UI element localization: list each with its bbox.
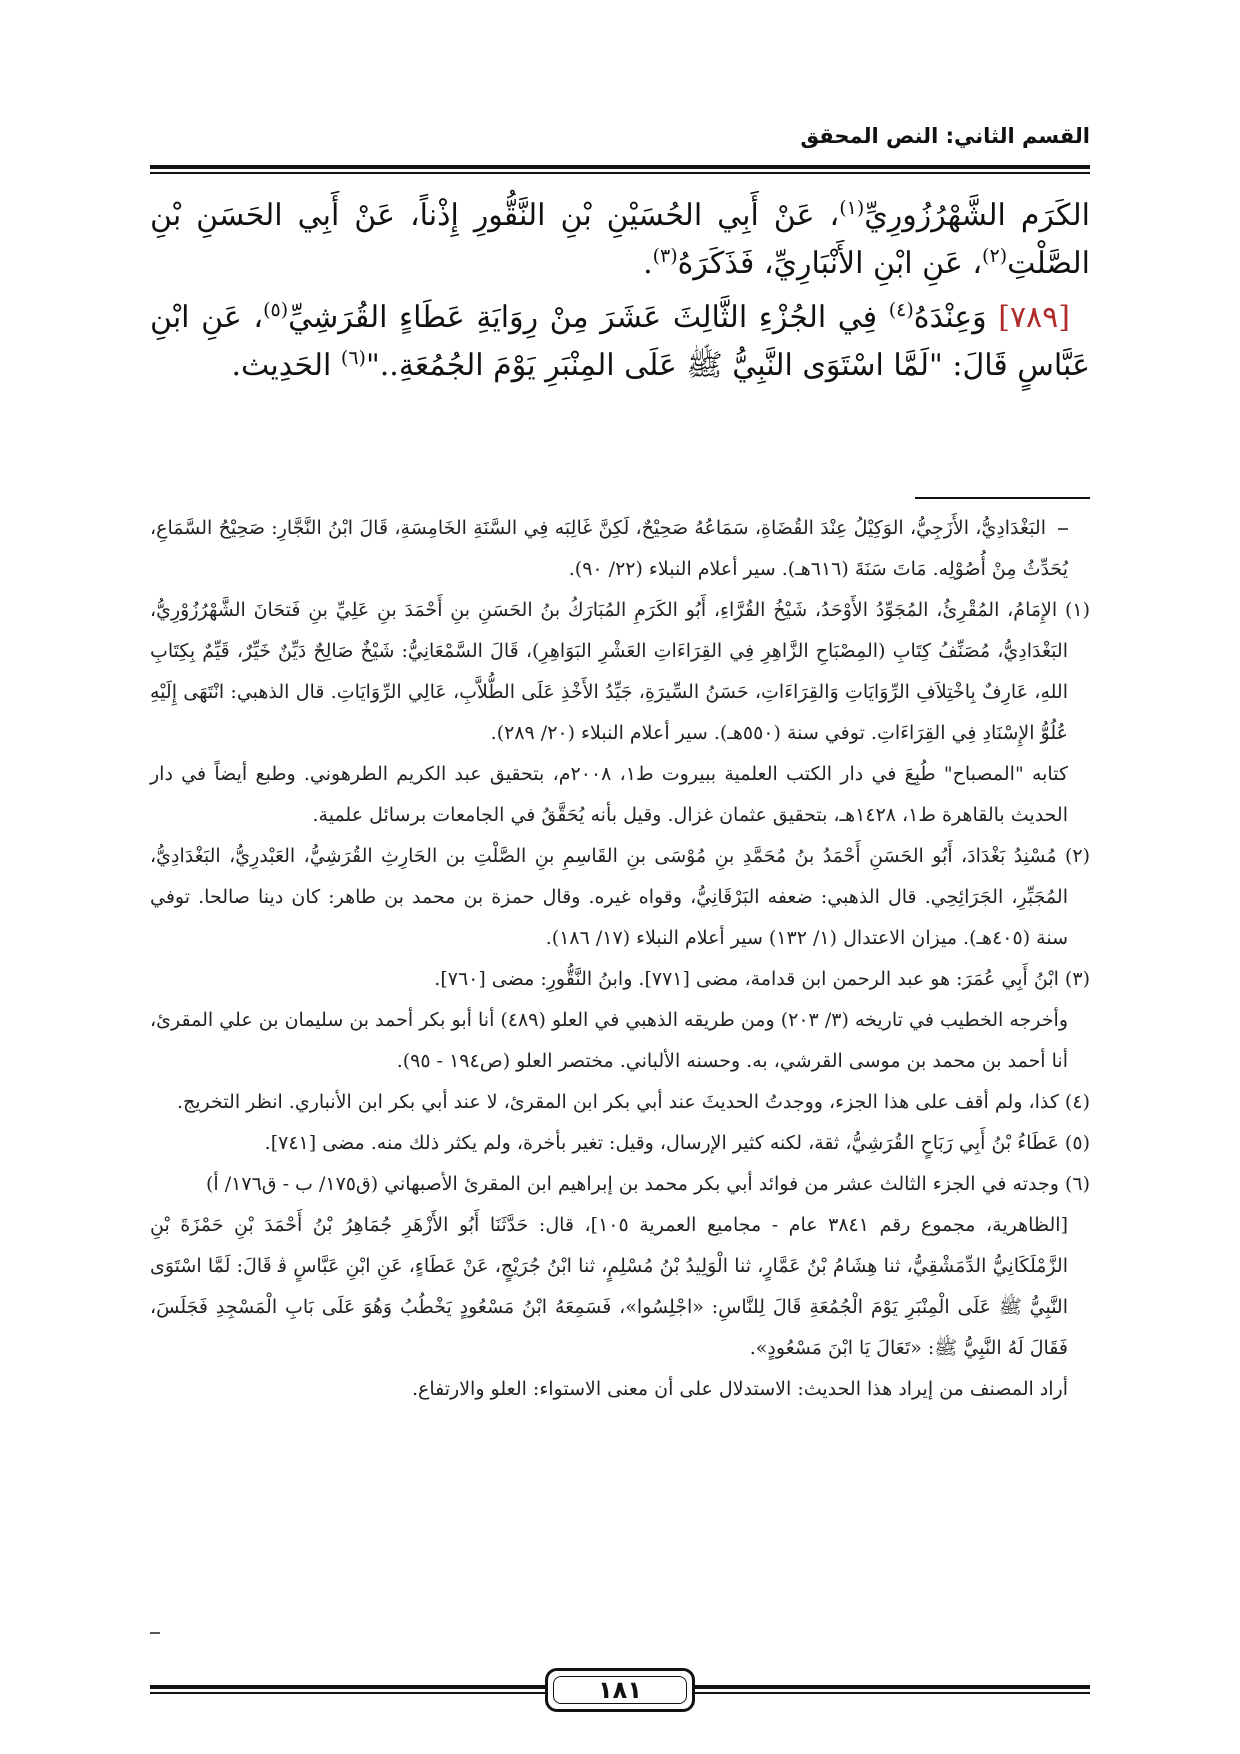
footnote-6-note: [الظاهرية، مجموع رقم ٣٨٤١ عام - مجاميع العمرية ١٠٥]، قال: حَدَّثَنَا أَبُو الأَزْهَرِ جُمَاهِرُ بْنُ أَحْمَدَ بْنِ حَمْزَةَ بْنِ الزَّمْلَكَانِيُّ الدِّمَشْقِيُّ، ثنا هِشَامُ بْنُ عَمَّارٍ، ثنا الْوَلِيدُ بْنُ مُسْلِمٍ، ثنا ابْنُ جُرَيْجٍ، عَنْ عَطَاءٍ، عَنِ ابْنِ عَبَّاسٍ ﭬ قَالَ: لَمَّا اسْتَوَى النَّبِيُّ ﷺ عَلَى الْمِنْبَرِ يَوْمَ الْجُمُعَةِ قَالَ لِلنَّاسِ: «اجْلِسُوا»، فَسَمِعَهُ ابْنُ مَسْعُودٍ يَخْطُبُ وَهُوَ عَلَى بَابِ الْمَسْجِدِ فَجَلَسَ، فَقَالَ لَهُ النَّبِيُّ ﷺ: «تَعَالَ يَا ابْنَ مَسْعُودٍ». <box>150 1214 1068 1359</box>
footnote-1-note: كتابه "المصباح" طُبِعَ في دار الكتب العلمية ببيروت ط١، ٢٠٠٨م، بتحقيق عبد الكريم الطرهوني. وطبع أيضاً في دار الحديث بالقاهرة ط١، ١٤٢٨هـ، بتحقيق عثمان غزال. وقيل بأنه يُحَقَّقُ في الجامعات برسائل علمية. <box>150 763 1068 826</box>
footnote-ref-3[interactable]: (٣) <box>652 245 678 267</box>
footnote-text: البَغْدَادِيُّ، الأَزَجِيُّ، الوَكِيْلُ عِنْدَ القُضَاةِ، سَمَاعُهُ صَحِيْحٌ، لَكِنَّ غَالِبَه فِي السَّنَةِ الخَامِسَةِ، قَالَ ابْنُ النَّجَّارِ: صَحِيْحُ السَّمَاعِ، يُحَدِّثُ مِنْ أُصُوْلِه. مَاتَ سَنَةَ (٦١٦هـ). سير أعلام النبلاء (٢٢/ ٩٠). <box>150 517 1068 580</box>
footnotes <box>150 508 1090 1410</box>
footnote-ref-5[interactable]: (٥) <box>263 299 289 321</box>
main-text-segment: الحَدِيث. <box>231 348 341 383</box>
footnote-3: (٣) ابْنُ أَبِي عُمَرَ: هو عبد الرحمن ابن قدامة، مضى [٧٧١]. وابنُ النَّقُّورِ: مضى [٧٦٠]. <box>434 968 1090 990</box>
main-text-segment: فِي الجُزْءِ الثَّالِثَ عَشَرَ مِنْ رِوَايَةِ عَطَاءٍ القُرَشِيِّ <box>288 300 889 335</box>
header-rule-thick <box>150 165 1090 169</box>
main-text-segment: ، عَنِ ابْنِ الأَنْبَارِيِّ، فَذَكَرَهُ <box>677 246 983 281</box>
main-text-segment: الكَرَم الشَّهْرُزُورِيِّ <box>864 198 1090 233</box>
main-text-segment: ، عَنْ أَبِي الحُسَيْنِ بْنِ النَّقُّورِ إِذْناً، عَنْ أَبِي الحَسَنِ بْنِ الصَّلْتِ <box>150 198 1090 281</box>
main-text-segment: وَعِنْدَهُ <box>913 300 999 335</box>
footnote-ref-2[interactable]: (٢) <box>982 245 1008 267</box>
page-number-box <box>545 1668 695 1712</box>
footnote-separator <box>915 497 1090 499</box>
continuation-dash <box>1058 528 1068 530</box>
header-rule-thin <box>150 172 1090 174</box>
paragraph-number: [٧٨٩] <box>998 300 1070 335</box>
footnote-2: (٢) مُسْنِدُ بَغْدَادَ، أَبُو الحَسَنِ أَحْمَدُ بنُ مُحَمَّدِ بنِ مُوْسَى بنِ القَاسِمِ بنِ الصَّلْتِ بن الحَارِثِ القُرَشِيُّ، العَبْدرِيُّ، البَغْدَادِيُّ، المُجَبِّرِ، الجَرَائِحِي. قال الذهبي: ضعفه البَرْقَانِيُّ، وقواه غيره. وقال حمزة بن محمد بن طاهر: كان دينا صالحا. توفي سنة (٤٠٥هـ). ميزان الاعتدال (١/ ١٣٢) سير أعلام النبلاء (١٧/ ١٨٦). <box>150 845 1090 949</box>
footnote-continuation <box>150 508 1090 590</box>
footnote-5: (٥) عَطَاءُ بْنُ أَبِي رَبَاحٍ القُرَشِيُّ، ثقة، لكنه كثير الإرسال، وقيل: تغير بأخرة، ولم يكثر ذلك منه. مضى [٧٤١]. <box>264 1132 1090 1154</box>
main-paragraph-2 <box>150 294 1090 390</box>
footnote-1: (١) الإِمَامُ، المُقْرِئُ، المُجَوِّدُ الأَوْحَدُ، شَيْخُ القُرَّاءِ، أَبُو الكَرَمِ المُبَارَكُ بنُ الحَسَنِ بنِ أَحْمَدَ بنِ عَلِيِّ بنِ فَتحَانَ الشَّهْرُزُوْرِيُّ، البَغْدَادِيُّ، مُصَنِّفُ كِتَابِ (المِصْبَاحِ الزَّاهِرِ فِي القِرَاءَاتِ العَشْرِ البَوَاهِرِ)، قَالَ السَّمْعَانِيُّ: شَيْخٌ صَالِحٌ دَيِّنٌ خَيِّرٌ، قَيِّمٌ بِكِتَابِ اللهِ، عَارِفٌ بِاخْتِلاَفِ الرِّوَايَاتِ وَالقِرَاءَاتِ، حَسَنُ السِّيرَةِ، جَيِّدُ الأَخْذِ عَلَى الطُّلاَّبِ، عَالِي الرِّوَايَاتِ. قال الذهبي: انْتَهَى إِلَيْهِ عُلُوُّ الإِسْنَادِ فِي القِرَاءَاتِ. توفي سنة (٥٥٠هـ). سير أعلام النبلاء (٢٠/ ٢٨٩). <box>150 599 1090 744</box>
running-head: القسم الثاني: النص المحقق <box>800 124 1090 148</box>
footnote-end-dash <box>150 1632 160 1634</box>
footnote-3-note: وأخرجه الخطيب في تاريخه (٣/ ٢٠٣) ومن طريقه الذهبي في العلو (٤٨٩) أنا أبو بكر أحمد بن سليمان بن علي المقرئ، أنا أحمد بن محمد بن موسى القرشي، به. وحسنه الألباني. مختصر العلو (ص١٩٤ - ٩٥). <box>150 1009 1068 1072</box>
main-text-segment: . <box>643 246 653 281</box>
footnote-6: (٦) وجدته في الجزء الثالث عشر من فوائد أبي بكر محمد بن إبراهيم ابن المقرئ الأصبهاني (ق١٧٥/ ب - ق١٧٦/ أ) <box>206 1173 1090 1195</box>
footnote-4: (٤) كذا، ولم أقف على هذا الجزء، ووجدتُ الحديثَ عند أبي بكر ابن المقرئ، لا عند أبي بكر ابن الأنباري. انظر التخريج. <box>176 1091 1090 1113</box>
page-number: ١٨١ <box>598 1676 642 1704</box>
main-text-segment: ، عَنِ ابْنِ عَبَّاسٍ قَالَ: "لَمَّا اسْتَوَى النَّبِيُّ ﷺ عَلَى المِنْبَرِ يَوْمَ الجُمُعَةِ.." <box>150 300 1090 383</box>
footnote-6-remark: أراد المصنف من إيراد هذا الحديث: الاستدلال على أن معنى الاستواء: العلو والارتفاع. <box>411 1378 1068 1400</box>
footnote-ref-6[interactable]: (٦) <box>340 347 366 369</box>
footnote-ref-4[interactable]: (٤) <box>888 299 914 321</box>
main-paragraph-1 <box>150 192 1090 288</box>
main-text <box>150 192 1090 390</box>
footnote-ref-1[interactable]: (١) <box>839 197 865 219</box>
